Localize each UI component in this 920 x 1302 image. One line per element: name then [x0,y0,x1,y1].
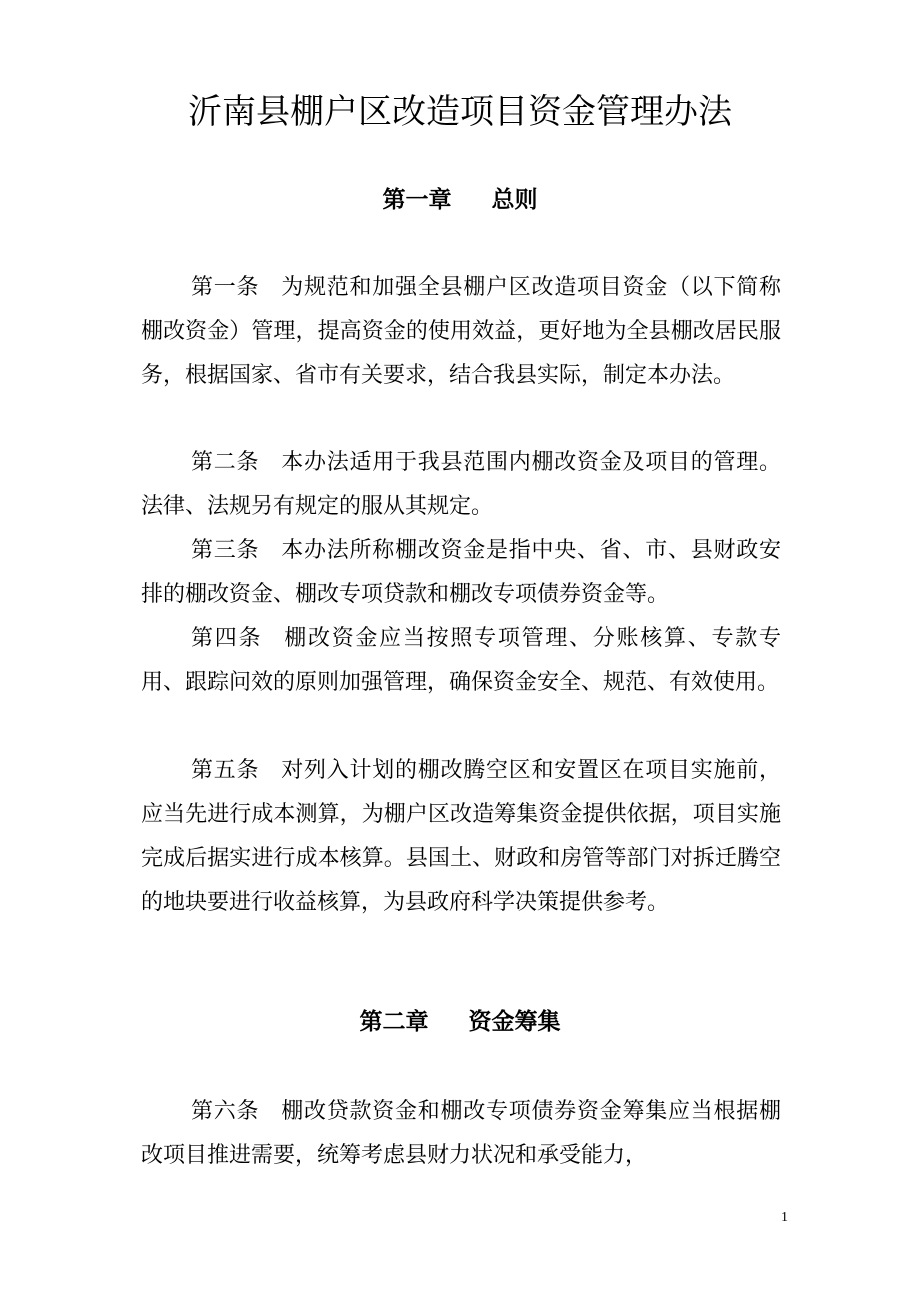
article-label: 第五条 [191,758,260,783]
chapter-heading-1 [0,184,920,216]
article-text: 棚改资金应当按照专项管理、分账核算、专款专用、跟踪问效的原则加强管理，确保资金安全、规范、有效使用。 [141,626,781,695]
article-text: 本办法适用于我县范围内棚改资金及项目的管理。法律、法规另有规定的服从其规定。 [141,450,781,519]
page-number: 1 [781,1210,788,1225]
article-4 [141,617,781,705]
article-label: 第二条 [191,450,260,475]
chapter-name: 资金筹集 [468,1009,561,1035]
article-text: 为规范和加强全县棚户区改造项目资金（以下简称棚改资金）管理，提高资金的使用效益，更好地为全县棚改居民服务，根据国家、省市有关要求，结合我县实际，制定本办法。 [141,275,781,388]
article-1 [141,266,781,398]
chapter-heading-2 [0,1006,920,1038]
article-2 [141,441,781,529]
article-label: 第一条 [191,275,260,300]
chapter-number: 第二章 [359,1009,429,1035]
chapter-name: 总则 [491,187,538,213]
article-3 [141,529,781,617]
article-text: 对列入计划的棚改腾空区和安置区在项目实施前，应当先进行成本测算，为棚户区改造筹集资金提供依据，项目实施完成后据实进行成本核算。县国土、财政和房管等部门对拆迁腾空的地块要进行收益核算，为县政府科学决策提供参考。 [141,758,781,915]
article-label: 第六条 [191,1099,260,1124]
chapter-number: 第一章 [382,187,452,213]
article-5 [141,749,781,925]
document-title: 沂南县棚户区改造项目资金管理办法 [188,92,732,132]
article-label: 第三条 [191,538,260,563]
article-label: 第四条 [191,626,263,651]
article-text: 本办法所称棚改资金是指中央、省、市、县财政安排的棚改资金、棚改专项贷款和棚改专项债券资金等。 [141,538,781,607]
article-6 [141,1090,781,1178]
article-text: 棚改贷款资金和棚改专项债券资金筹集应当根据棚改项目推进需要，统筹考虑县财力状况和承受能力， [141,1099,781,1168]
